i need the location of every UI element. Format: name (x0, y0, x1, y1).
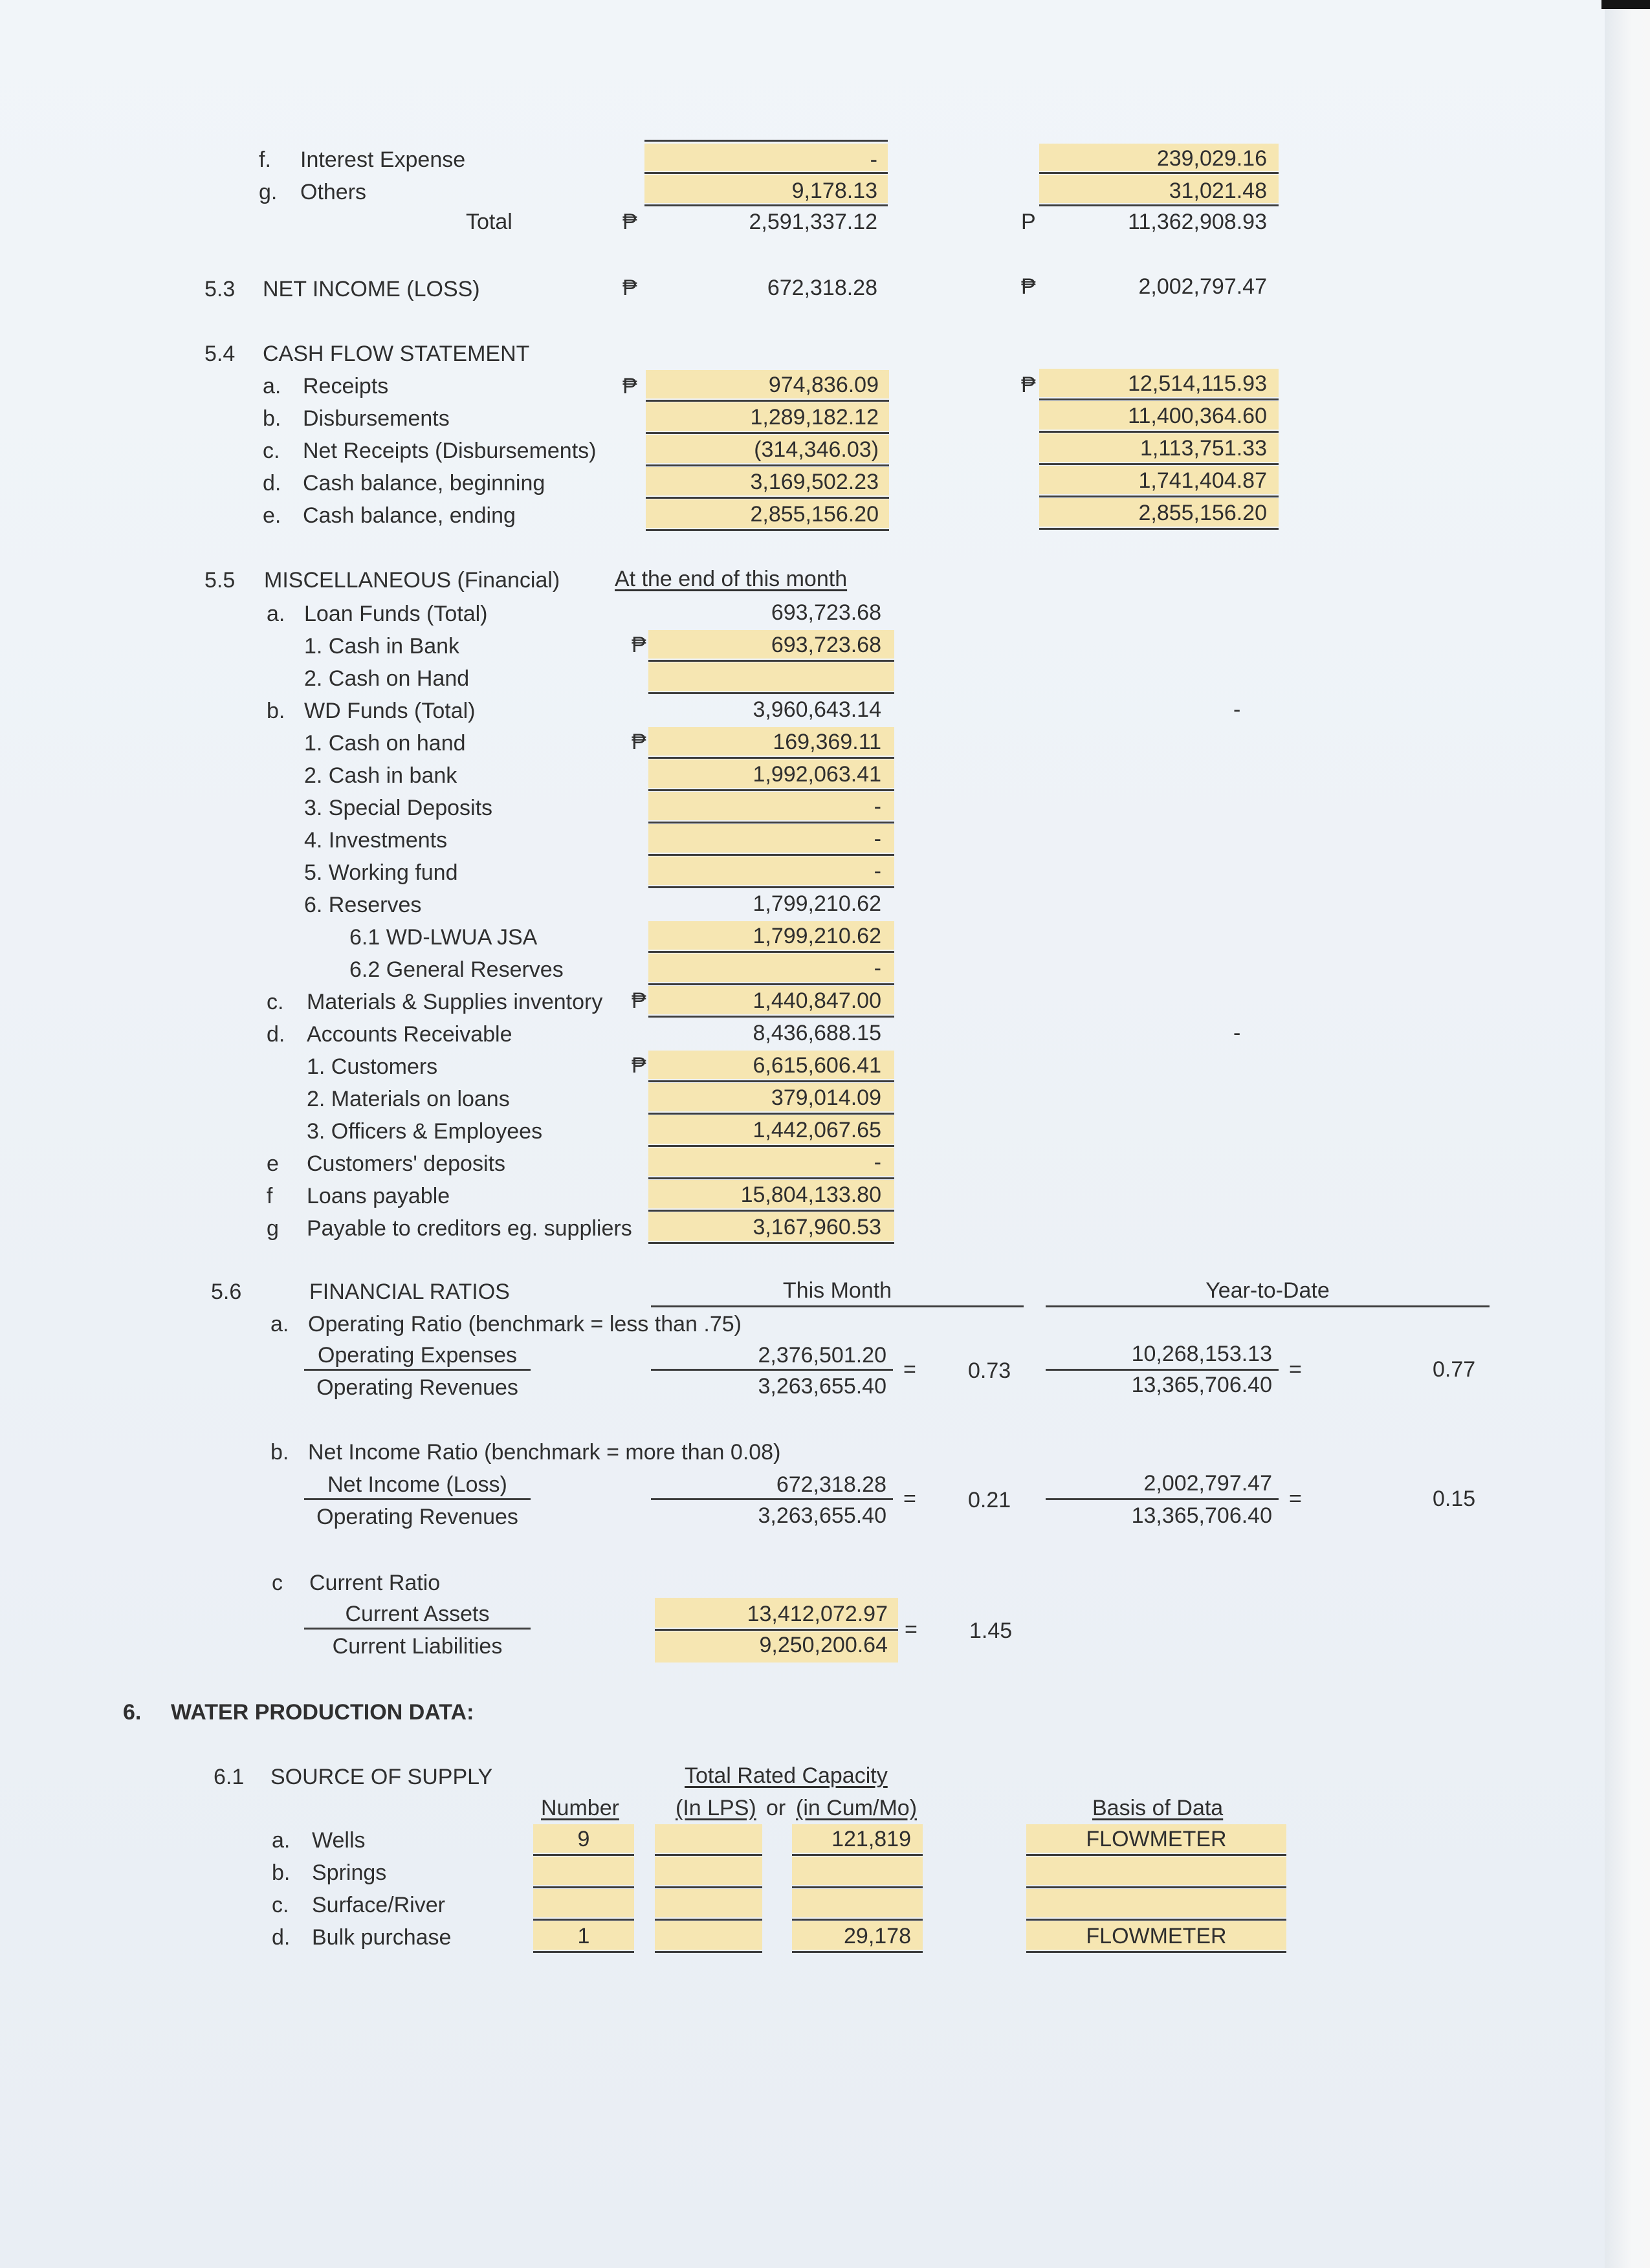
section-title: CASH FLOW STATEMENT (263, 342, 530, 366)
peso-sign: ₱ (632, 988, 646, 1013)
cell-cum: 29,178 (844, 1924, 911, 1948)
highlight-cell (648, 662, 894, 691)
peso-sign: ₱ (622, 374, 637, 398)
fraction-bar (651, 1369, 893, 1371)
rule (646, 529, 889, 531)
dash: - (1233, 697, 1241, 722)
cell-basis: FLOWMETER (1086, 1827, 1227, 1851)
denominator-label: Operating Revenues (316, 1375, 518, 1400)
row-text: 2. Cash on Hand (304, 666, 470, 691)
row-label: c. (272, 1893, 289, 1917)
row-label: b. (263, 406, 281, 431)
column-header: (In LPS) (676, 1796, 756, 1820)
rule (648, 983, 894, 985)
row-text: 2. Materials on loans (307, 1087, 510, 1111)
value: 1,442,067.65 (753, 1118, 881, 1142)
equals-sign: = (905, 1617, 918, 1642)
value: - (874, 956, 881, 981)
highlight-cell (655, 1921, 762, 1950)
cell-cum: 121,819 (831, 1827, 911, 1851)
rule (648, 1113, 894, 1115)
fraction-bar (304, 1498, 531, 1500)
value: 379,014.09 (771, 1085, 881, 1110)
ytd-value: 31,021.48 (1169, 179, 1267, 203)
rule (648, 1210, 894, 1212)
row-text: Springs (312, 1860, 387, 1885)
rule (1039, 463, 1279, 465)
row-label: f (267, 1184, 273, 1208)
row-label: c. (263, 439, 280, 463)
value: 8,436,688.15 (753, 1021, 881, 1045)
ratio-value: 0.77 (1433, 1357, 1476, 1382)
rule (533, 1886, 634, 1888)
value: 693,723.68 (771, 600, 881, 625)
month-value: 3,169,502.23 (750, 470, 879, 494)
section-number: 5.5 (204, 568, 236, 593)
page-edge (1605, 0, 1650, 2268)
denominator-value: 13,365,706.40 (1131, 1373, 1272, 1397)
numerator-label: Operating Expenses (317, 1343, 518, 1368)
row-text: 6. Reserves (304, 893, 422, 917)
equals-sign: = (903, 1357, 916, 1382)
ytd-total: 11,362,908.93 (1128, 210, 1267, 234)
rule (648, 1177, 894, 1179)
value: - (874, 1150, 881, 1175)
row-label: e (267, 1151, 279, 1176)
rule (1026, 1886, 1286, 1888)
row-text: Cash balance, beginning (303, 471, 545, 496)
column-header: At the end of this month (615, 567, 848, 591)
rule (1026, 1951, 1286, 1953)
rule (648, 822, 894, 823)
ratio-value: 0.21 (968, 1488, 1011, 1512)
rule (1039, 496, 1279, 497)
rule (1039, 398, 1279, 400)
row-text: 1. Cash on hand (304, 731, 466, 756)
section-title: MISCELLANEOUS (Financial) (264, 568, 560, 593)
cell-number: 1 (577, 1924, 590, 1948)
rule (655, 1886, 762, 1888)
rule (792, 1951, 923, 1953)
peso-sign: ₱ (632, 633, 646, 657)
row-label: d. (267, 1022, 285, 1047)
rule (533, 1854, 634, 1856)
value: 3,167,960.53 (753, 1215, 881, 1239)
value: 693,723.68 (771, 633, 881, 657)
rule (1026, 1854, 1286, 1856)
fraction-bar (1046, 1369, 1279, 1371)
ytd-value: 239,029.16 (1156, 146, 1267, 171)
row-label: a. (267, 602, 285, 626)
row-label: c (272, 1571, 283, 1595)
highlight-cell (655, 1824, 762, 1853)
rule (1026, 1919, 1286, 1921)
row-label: d. (263, 471, 281, 496)
row-label: g. (259, 180, 278, 204)
highlight-cell (792, 1889, 923, 1917)
row-text: 1. Cash in Bank (304, 634, 460, 659)
month-value: (314,346.03) (754, 437, 879, 462)
value: 1,992,063.41 (753, 762, 881, 787)
ratio-value: 1.45 (969, 1619, 1013, 1643)
ytd-value: 11,400,364.60 (1128, 404, 1267, 428)
value: 6,615,606.41 (753, 1053, 881, 1078)
numerator-value: 2,376,501.20 (758, 1343, 886, 1368)
rule (792, 1886, 923, 1888)
peso-sign: ₱ (1021, 274, 1036, 299)
rule (651, 1305, 1024, 1307)
numerator-value: 10,268,153.13 (1131, 1342, 1272, 1366)
row-text: Payable to creditors eg. suppliers (307, 1216, 632, 1241)
rule (1039, 172, 1279, 174)
subsection-title: SOURCE OF SUPPLY (270, 1765, 493, 1789)
highlight-cell (533, 1889, 634, 1917)
row-text: Disbursements (303, 406, 450, 431)
rule (646, 432, 889, 434)
column-header: Number (541, 1796, 619, 1820)
column-header: Total Rated Capacity (685, 1763, 888, 1788)
month-value: 974,836.09 (768, 373, 879, 397)
row-text: 3. Special Deposits (304, 796, 493, 820)
rule (646, 400, 889, 402)
rule (644, 172, 888, 174)
denominator-value: 9,250,200.64 (759, 1633, 888, 1657)
peso-sign: ₱ (1021, 373, 1036, 397)
rule (1039, 528, 1279, 530)
row-label: a. (272, 1828, 291, 1853)
highlight-cell (1026, 1889, 1286, 1917)
row-label: f. (259, 147, 271, 172)
equals-sign: = (1289, 1487, 1302, 1511)
value: 1,440,847.00 (753, 988, 881, 1013)
section-title: WATER PRODUCTION DATA: (171, 1700, 474, 1725)
value: 3,960,643.14 (753, 697, 881, 722)
row-text: Accounts Receivable (307, 1022, 512, 1047)
peso-sign: ₱ (632, 1053, 646, 1078)
dash: - (1233, 1021, 1241, 1045)
value: 15,804,133.80 (740, 1183, 881, 1207)
rule (644, 204, 888, 206)
column-header: Basis of Data (1092, 1796, 1224, 1820)
month-value: 1,289,182.12 (750, 405, 879, 430)
row-text: Interest Expense (300, 147, 466, 172)
cell-basis: FLOWMETER (1086, 1924, 1227, 1948)
rule (648, 854, 894, 856)
scan-corner-mark (1601, 0, 1650, 9)
rule (792, 1919, 923, 1921)
highlight-cell (655, 1857, 762, 1885)
row-label: a. (263, 374, 281, 398)
denominator-value: 13,365,706.40 (1131, 1503, 1272, 1528)
equals-sign: = (1289, 1357, 1302, 1382)
fraction-bar (1046, 1498, 1279, 1500)
numerator-value: 672,318.28 (776, 1472, 886, 1497)
row-text: Materials & Supplies inventory (307, 990, 603, 1014)
peso-sign: ₱ (632, 730, 646, 754)
rule (648, 1145, 894, 1147)
month-value: 672,318.28 (767, 276, 877, 300)
ytd-value: 2,855,156.20 (1138, 501, 1267, 525)
ratio-title: Net Income Ratio (benchmark = more than 0.08) (308, 1440, 781, 1465)
row-text: 3. Officers & Employees (307, 1119, 543, 1144)
section-title: NET INCOME (LOSS) (263, 277, 480, 301)
ratio-value: 0.73 (968, 1358, 1011, 1383)
ratio-title: Current Ratio (309, 1571, 441, 1595)
ytd-value: 1,741,404.87 (1138, 468, 1267, 493)
row-text: 5. Working fund (304, 860, 458, 885)
highlight-cell (533, 1857, 634, 1885)
column-header-month: This Month (782, 1278, 892, 1303)
highlight-cell (1026, 1857, 1286, 1885)
fraction-bar (304, 1628, 531, 1630)
column-header: (in Cum/Mo) (796, 1796, 918, 1820)
highlight-cell (792, 1857, 923, 1885)
row-text: 6.2 General Reserves (349, 957, 564, 982)
numerator-label: Net Income (Loss) (327, 1472, 507, 1497)
month-total: 2,591,337.12 (749, 210, 877, 234)
value: - (874, 794, 881, 819)
rule (648, 692, 894, 694)
row-text: Bulk purchase (312, 1925, 452, 1950)
rule (655, 1951, 762, 1953)
rule (646, 464, 889, 466)
row-label: d. (272, 1925, 291, 1950)
denominator-value: 3,263,655.40 (758, 1374, 886, 1399)
ratio-value: 0.15 (1433, 1487, 1476, 1511)
highlight-cell (655, 1889, 762, 1917)
section-number: 5.3 (204, 277, 236, 301)
section-title: FINANCIAL RATIOS (309, 1280, 510, 1304)
ytd-value: 2,002,797.47 (1138, 274, 1267, 299)
row-label: e. (263, 503, 281, 528)
rule (648, 1016, 894, 1018)
peso-sign: P (1021, 210, 1036, 234)
section-number: 5.4 (204, 342, 236, 366)
fraction-bar (655, 1629, 898, 1631)
month-value: 9,178.13 (791, 179, 877, 203)
value: 169,369.11 (773, 730, 881, 754)
ytd-value: 12,514,115.93 (1128, 371, 1267, 396)
row-text: Surface/River (312, 1893, 445, 1917)
row-text: 2. Cash in bank (304, 763, 457, 788)
fraction-bar (304, 1369, 531, 1371)
value: - (874, 859, 881, 884)
numerator-value: 2,002,797.47 (1143, 1471, 1272, 1496)
ratio-title: Operating Ratio (benchmark = less than .75) (308, 1312, 742, 1336)
total-label: Total (466, 210, 512, 234)
value: 1,799,210.62 (753, 891, 881, 916)
rule (648, 660, 894, 662)
row-text: 6.1 WD-LWUA JSA (349, 925, 538, 950)
row-text: Loan Funds (Total) (304, 602, 488, 626)
rule (792, 1854, 923, 1856)
rule (533, 1951, 634, 1953)
equals-sign: = (903, 1487, 916, 1511)
row-text: Cash balance, ending (303, 503, 516, 528)
row-text: 1. Customers (307, 1054, 438, 1079)
value: 1,799,210.62 (753, 924, 881, 948)
row-text: Others (300, 180, 367, 204)
rule (1046, 1305, 1490, 1307)
rule (655, 1919, 762, 1921)
rule (648, 1080, 894, 1082)
row-label: b. (272, 1860, 291, 1885)
rule (533, 1919, 634, 1921)
subsection-number: 6.1 (214, 1765, 245, 1789)
rule (648, 789, 894, 791)
rule (644, 140, 888, 142)
ytd-value: 1,113,751.33 (1140, 436, 1267, 461)
month-value: 2,855,156.20 (750, 502, 879, 527)
rule (648, 757, 894, 759)
section-number: 6. (123, 1700, 142, 1725)
row-label: b. (267, 699, 285, 723)
rule (648, 886, 894, 888)
denominator-value: 3,263,655.40 (758, 1503, 886, 1528)
peso-sign: ₱ (622, 276, 637, 300)
month-value: - (870, 147, 877, 172)
row-text: WD Funds (Total) (304, 699, 476, 723)
numerator-label: Current Assets (345, 1602, 490, 1626)
row-label: a. (270, 1312, 289, 1336)
row-text: Net Receipts (Disbursements) (303, 439, 597, 463)
section-number: 5.6 (211, 1280, 242, 1304)
row-text: 4. Investments (304, 828, 448, 853)
denominator-label: Current Liabilities (332, 1634, 503, 1659)
value: - (874, 827, 881, 851)
rule (1039, 204, 1279, 206)
column-header: or (766, 1796, 786, 1820)
row-text: Wells (312, 1828, 366, 1853)
row-text: Receipts (303, 374, 389, 398)
denominator-label: Operating Revenues (316, 1505, 518, 1529)
rule (648, 1242, 894, 1244)
row-text: Loans payable (307, 1184, 450, 1208)
row-text: Customers' deposits (307, 1151, 505, 1176)
row-label: c. (267, 990, 284, 1014)
row-label: g (267, 1216, 279, 1241)
peso-sign: ₱ (622, 210, 637, 234)
row-label: b. (270, 1440, 289, 1465)
rule (648, 951, 894, 953)
fraction-bar (651, 1498, 893, 1500)
rule (646, 497, 889, 499)
rule (1039, 431, 1279, 433)
column-header-ytd: Year-to-Date (1205, 1278, 1330, 1303)
rule (655, 1854, 762, 1856)
cell-number: 9 (577, 1827, 590, 1851)
numerator-value: 13,412,072.97 (747, 1602, 888, 1626)
